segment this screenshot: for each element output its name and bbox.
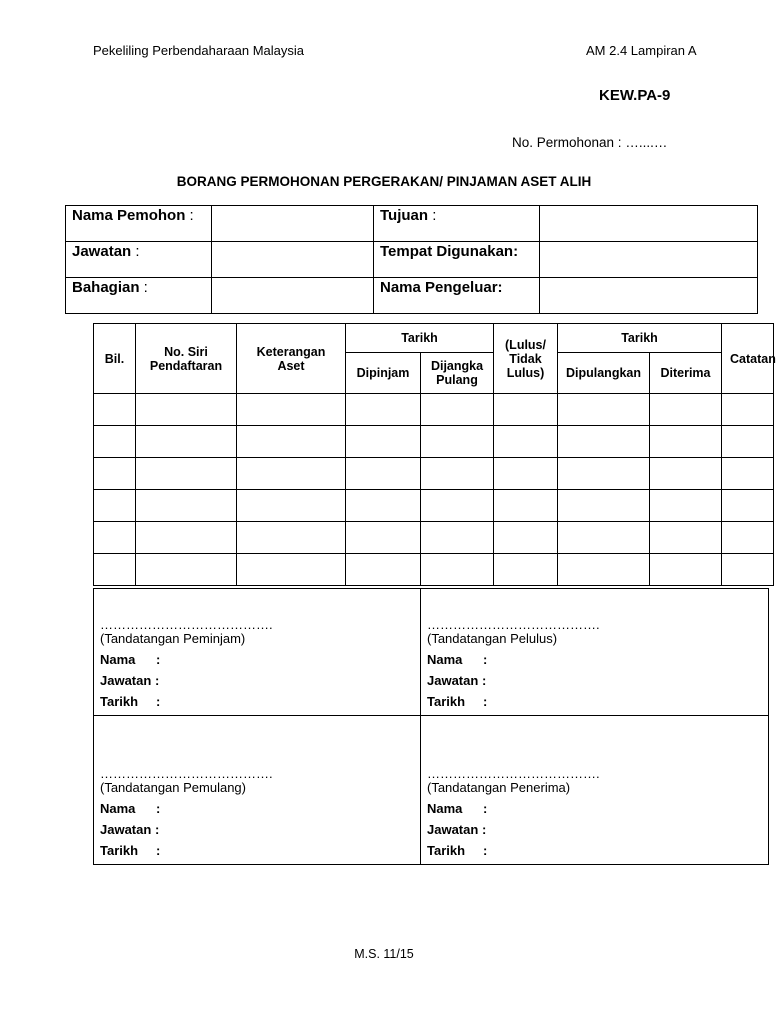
table-cell[interactable] [94,554,136,586]
table-cell[interactable] [346,458,421,490]
col-diterima: Diterima [650,353,722,394]
col-catatan: Catatan [722,324,774,394]
table-cell[interactable] [650,522,722,554]
table-cell[interactable] [421,458,494,490]
field-jawatan: Jawatan : [427,673,487,688]
table-cell[interactable] [722,426,774,458]
table-cell[interactable] [94,426,136,458]
table-cell[interactable] [136,522,237,554]
table-cell[interactable] [346,490,421,522]
bahagian-field[interactable] [212,278,374,314]
col-tarikh-pinjam: Tarikh [346,324,494,353]
table-cell[interactable] [94,490,136,522]
table-cell[interactable] [136,490,237,522]
table-cell[interactable] [346,394,421,426]
signature-caption: (Tandatangan Pemulang) [100,780,246,795]
header-right: AM 2.4 Lampiran A [586,43,697,58]
table-row [94,522,774,554]
signature-caption: (Tandatangan Peminjam) [100,631,246,646]
table-cell[interactable] [237,522,346,554]
table-row [94,554,774,586]
table-cell[interactable] [136,554,237,586]
table-cell[interactable] [94,394,136,426]
table-cell[interactable] [650,426,722,458]
field-nama: Nama : [100,652,161,667]
table-cell[interactable] [237,426,346,458]
table-cell[interactable] [494,554,558,586]
table-cell[interactable] [494,490,558,522]
table-row [94,394,774,426]
table-cell[interactable] [421,522,494,554]
table-cell[interactable] [494,394,558,426]
nama-pengeluar-label: Nama Pengeluar: [374,278,540,314]
tujuan-label: Tujuan : [374,206,540,242]
table-cell[interactable] [558,490,650,522]
table-cell[interactable] [558,522,650,554]
table-cell[interactable] [722,522,774,554]
tempat-digunakan-label: Tempat Digunakan: [374,242,540,278]
table-cell[interactable] [558,554,650,586]
table-cell[interactable] [421,426,494,458]
field-tarikh: Tarikh : [427,843,488,858]
col-dipinjam: Dipinjam [346,353,421,394]
col-no-siri: No. Siri Pendaftaran [136,324,237,394]
nama-pemohon-field[interactable] [212,206,374,242]
table-cell[interactable] [421,394,494,426]
field-nama: Nama : [427,652,488,667]
table-cell[interactable] [494,458,558,490]
table-row [94,490,774,522]
table-cell[interactable] [494,426,558,458]
field-jawatan: Jawatan : [427,822,487,837]
col-keterangan: Keterangan Aset [237,324,346,394]
table-cell[interactable] [650,458,722,490]
table-cell[interactable] [237,554,346,586]
applicant-table [65,205,758,314]
table-cell[interactable] [346,426,421,458]
col-tarikh-pulang: Tarikh [558,324,722,353]
nama-pemohon-label: Nama Pemohon : [66,206,212,242]
field-nama: Nama : [427,801,488,816]
tempat-digunakan-field[interactable] [540,242,758,278]
table-cell[interactable] [136,394,237,426]
table-cell[interactable] [650,554,722,586]
table-cell[interactable] [94,522,136,554]
field-jawatan: Jawatan : [100,822,160,837]
table-cell[interactable] [237,394,346,426]
table-cell[interactable] [722,458,774,490]
field-tarikh: Tarikh : [100,843,161,858]
table-row [94,458,774,490]
table-cell[interactable] [558,458,650,490]
application-number: No. Permohonan : …....… [512,135,668,150]
nama-pengeluar-field[interactable] [540,278,758,314]
table-cell[interactable] [558,426,650,458]
table-cell[interactable] [421,490,494,522]
table-cell[interactable] [650,490,722,522]
asset-table [93,323,774,586]
table-cell[interactable] [650,394,722,426]
form-code: KEW.PA-9 [599,87,671,104]
table-cell[interactable] [722,554,774,586]
table-cell[interactable] [237,490,346,522]
jawatan-field[interactable] [212,242,374,278]
signature-line: …………………………………. [100,766,273,781]
table-row [94,426,774,458]
signature-penerima[interactable] [421,716,769,865]
field-jawatan: Jawatan : [100,673,160,688]
signature-caption: (Tandatangan Pelulus) [427,631,558,646]
table-cell[interactable] [346,522,421,554]
table-cell[interactable] [558,394,650,426]
table-cell[interactable] [237,458,346,490]
signature-caption: (Tandatangan Penerima) [427,780,571,795]
bahagian-label: Bahagian : [66,278,212,314]
table-cell[interactable] [722,394,774,426]
field-nama: Nama : [100,801,161,816]
signature-line: …………………………………. [100,617,273,632]
col-lulus: (Lulus/ Tidak Lulus) [494,324,558,394]
jawatan-label: Jawatan : [66,242,212,278]
field-tarikh: Tarikh : [100,694,161,709]
header-left: Pekeliling Perbendaharaan Malaysia [93,43,305,58]
signature-line: …………………………………. [427,617,600,632]
signature-peminjam[interactable] [94,589,421,716]
page-footer: M.S. 11/15 [354,947,414,961]
table-cell[interactable] [346,554,421,586]
table-cell[interactable] [421,554,494,586]
tujuan-field[interactable] [540,206,758,242]
col-dipulangkan: Dipulangkan [558,353,650,394]
form-title: BORANG PERMOHONAN PERGERAKAN/ PINJAMAN ASET ALIH [176,174,592,189]
asset-rows [94,394,774,586]
table-cell[interactable] [94,458,136,490]
col-bil: Bil. [94,324,136,394]
col-dijangka-pulang: Dijangka Pulang [421,353,494,394]
table-cell[interactable] [722,490,774,522]
signature-table [93,588,769,865]
table-cell[interactable] [136,426,237,458]
table-cell[interactable] [136,458,237,490]
signature-pelulus[interactable] [421,589,769,716]
table-cell[interactable] [494,522,558,554]
signature-line: …………………………………. [427,766,600,781]
signature-pemulang[interactable] [94,716,421,865]
field-tarikh: Tarikh : [427,694,488,709]
